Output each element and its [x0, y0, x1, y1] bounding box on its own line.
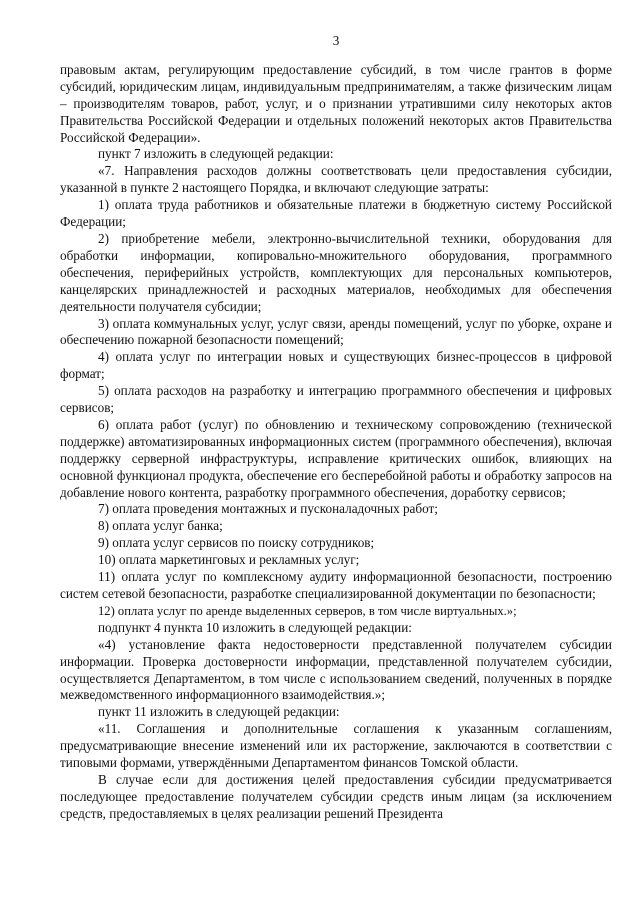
paragraph-continuation: правовым актам, регулирующим предоставление субсидий, в том числе грантов в форме субсидий, юридическим лицам, индивидуальным предпринимателям, а также физическим лицам – производителям товаров, работ, услуг, и о признании утратившими силу некоторых актов Правительства Российской Федерации и отдельных положений некоторых актов Правительства Российской Федерации». — [60, 61, 612, 145]
list-item-2: 2) приобретение мебели, электронно-вычислительной техники, оборудования для обработки информации, копировально-множительного оборудования, программного обеспечения, периферийных устройств, комплектующих для персональных компьютеров, канцелярских принадлежностей и расходных материалов, необходимых для обеспечения деятельности получателя субсидии; — [60, 230, 612, 314]
list-item-7: 7) оплата проведения монтажных и пусконаладочных работ; — [98, 501, 438, 517]
page-number: 3 — [332, 33, 340, 48]
paragraph-item-7-intro: пункт 7 изложить в следующей редакции: — [98, 146, 334, 162]
list-item-4: 4) оплата услуг по интеграции новых и существующих бизнес-процессов в цифровой формат; — [60, 349, 612, 382]
list-item-11: 11) оплата услуг по комплексному аудиту информационной безопасности, построению систем сетевой безопасности, разработке специализированной документации по безопасности; — [60, 569, 612, 601]
paragraph-item-7-text: «7. Направления расходов должны соответствовать цели предоставления субсидии, указанной в пункте 2 настоящего Порядка, и включают следующие затраты: — [60, 163, 612, 196]
paragraph-subitem-4-intro: подпункт 4 пункта 10 изложить в следующей редакции: — [98, 619, 412, 635]
list-item-10: 10) оплата маркетинговых и рекламных услуг; — [98, 552, 360, 568]
list-item-5: 5) оплата расходов на разработку и интеграцию программного обеспечения и цифровых сервисов; — [60, 383, 612, 416]
list-item-12: 12) оплата услуг по аренде выделенных серверов, в том числе виртуальных.»; — [98, 603, 517, 618]
list-item-9: 9) оплата услуг сервисов по поиску сотрудников; — [98, 535, 375, 551]
list-item-1: 1) оплата труда работников и обязательные платежи в бюджетную систему Российской Федерации; — [60, 197, 612, 230]
list-item-3: 3) оплата коммунальных услуг, услуг связи, аренды помещений, услуг по уборке, охране и обеспечению пожарной безопасности помещений; — [60, 315, 612, 348]
list-item-6: 6) оплата работ (услуг) по обновлению и техническому сопровождению (технической поддержке) автоматизированных информационных систем (программного обеспечения), включая поддержку серверной инфраструктуры, исправление критических ошибок, влияющих на основной функционал продукта, обеспечение его бесперебойной работы и обработку запросов на добавление нового контента, разработку программного обеспечения, доработку сервисов; — [60, 416, 612, 500]
list-item-8: 8) оплата услуг банка; — [98, 518, 223, 534]
paragraph-item-11-intro: пункт 11 изложить в следующей редакции: — [98, 704, 340, 720]
paragraph-item-11-text: «11. Соглашения и дополнительные соглашения к указанным соглашениям, предусматривающие внесение изменений или их расторжение, заключаются в соответствии с типовыми формами, утверждёнными Департаментом финансов Томской области. — [60, 721, 612, 771]
paragraph-item-11-continuation: В случае если для достижения целей предоставления субсидии предусматривается последующее предоставление получателем субсидии средств иным лицам (за исключением средств, предоставляемых в целях реализации решений Президента — [60, 771, 612, 821]
paragraph-subitem-4-text: «4) установление факта недостоверности представленной получателем субсидии информации. Проверка достоверности информации, представленной получателем субсидии, осуществляется Департаментом, в том числе с использованием сведений, полученных в порядке межведомственного информационного взаимодействия.»; — [60, 636, 612, 703]
